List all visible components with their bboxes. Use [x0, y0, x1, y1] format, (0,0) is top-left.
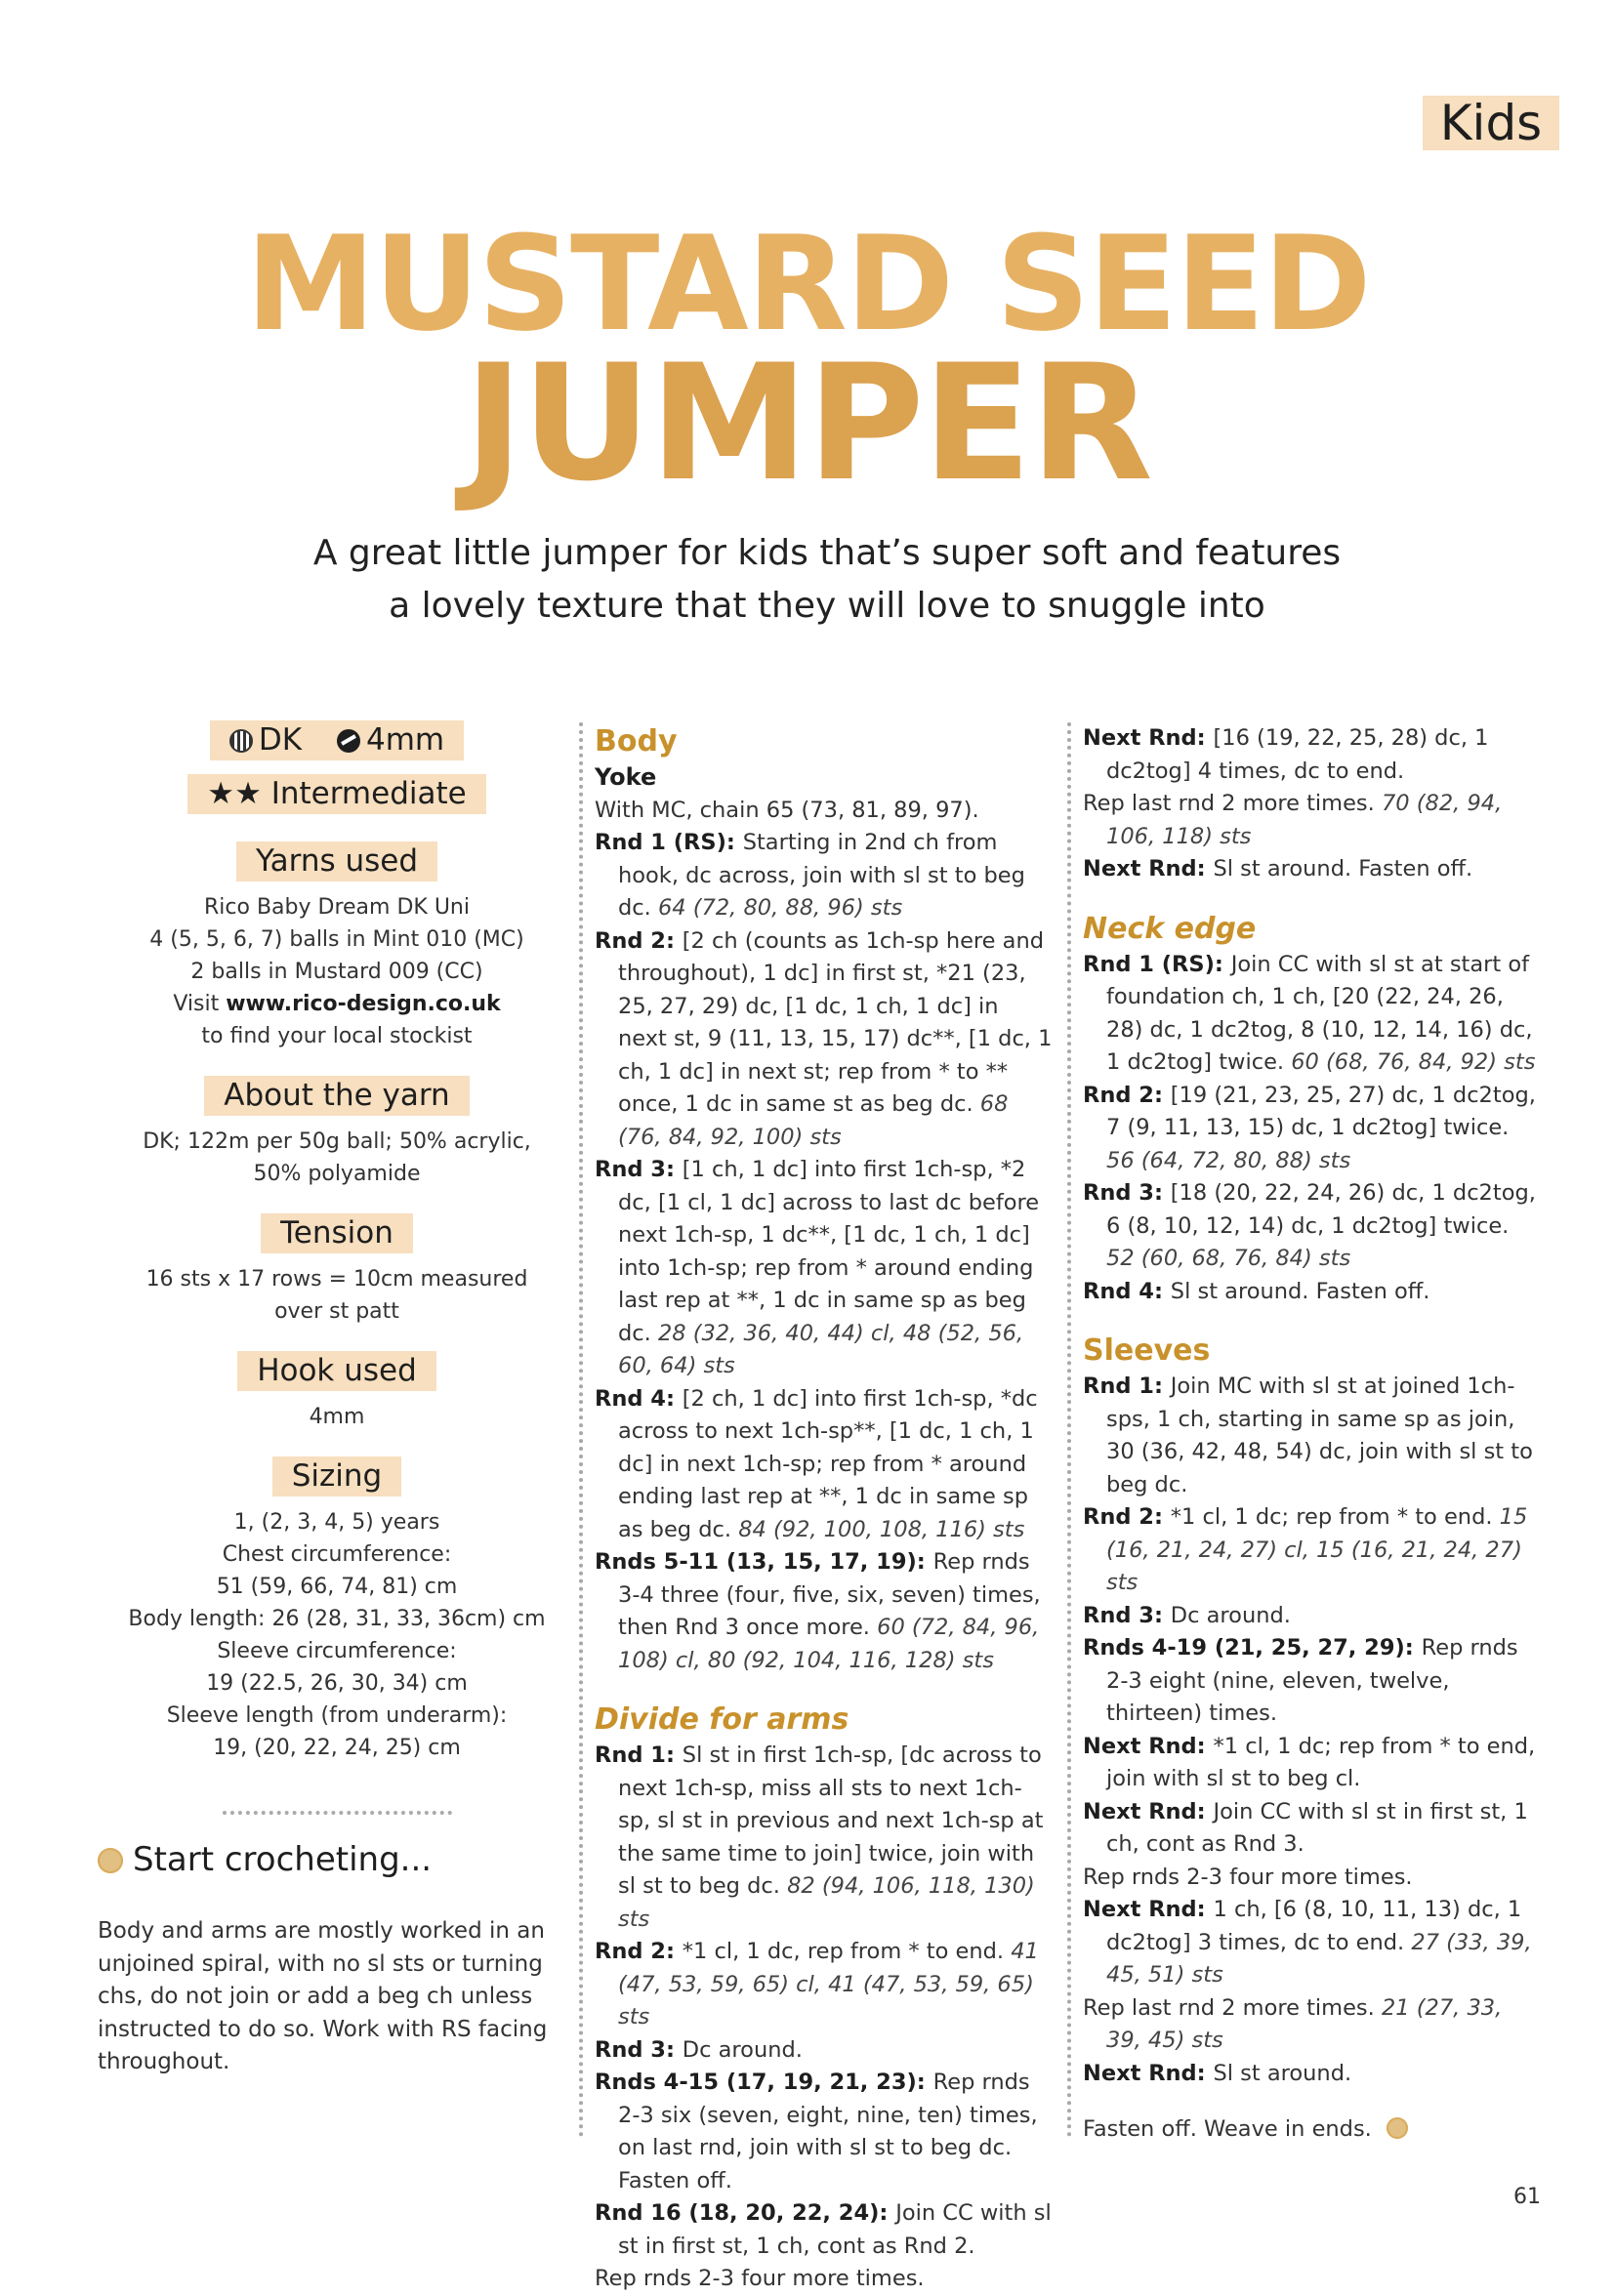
row-label: Rnd 3: [1083, 1180, 1171, 1206]
yarns-line: 4 (5, 5, 6, 7) balls in Mint 010 (MC) [149, 927, 524, 952]
pattern-row [595, 1546, 1054, 1677]
pattern-row [1083, 1894, 1542, 1992]
row-label: Rnd 1: [595, 1742, 683, 1768]
row-label: Rnd 2: [595, 1939, 683, 1964]
row-text: [2 ch (counts as 1ch-sp here and throughout), 1 dc] in first st, *21 (23, 25, 27, 29) dc, [1 dc, 1 ch, 1 dc] in next st, 9 (11, 13, 15, 17) dc**, [1 dc, 1 ch, 1 dc] in next st; rep from * to ** once, 1 dc in same st as beg dc. [618, 927, 1053, 1117]
row-text: Sl st around. [1213, 2060, 1352, 2086]
row-count: 70 (82, 94, 106, 118) sts [1106, 791, 1503, 849]
row-count: 60 (68, 76, 84, 92) sts [1291, 1049, 1536, 1075]
row-text: [16 (19, 22, 25, 28) dc, 1 dc2tog] 4 times, dc to end. [1106, 725, 1489, 784]
row-label: Rnd 3: [595, 1157, 683, 1182]
sizing-line: 19 (22.5, 26, 30, 34) cm [206, 1671, 468, 1696]
pattern-row [1083, 853, 1542, 886]
row-text: Rep rnds 2-3 four more times. [595, 2266, 925, 2291]
row-label: Rnd 3: [595, 2036, 683, 2063]
tension-line: 16 sts x 17 rows = 10cm measured [145, 1267, 528, 1292]
row-text: Join MC with sl st at joined 1ch-sps, 1 ch, starting in same sp as join, 30 (36, 42, 48, 54) dc, join with sl st to beg dc. [1106, 1374, 1533, 1497]
row-label: Rnds 4-19 (21, 25, 27, 29): [1083, 1635, 1422, 1660]
row-text: [18 (20, 22, 24, 26) dc, 1 dc2tog, 6 (8, 10, 12, 14) dc, 1 dc2tog] twice. [1106, 1180, 1536, 1239]
yarns-line: Rico Baby Dream DK Uni [204, 895, 470, 920]
column-divider [579, 722, 583, 2138]
pattern-row [1083, 1992, 1542, 2058]
row-label: Rnd 4: [595, 1385, 683, 1412]
row-label: Rnd 2: [1083, 1504, 1171, 1530]
section-tag: Kids [1423, 96, 1559, 150]
body-heading: Body [595, 724, 678, 758]
about-heading: About the yarn [204, 1076, 469, 1116]
pattern-row [595, 1154, 1054, 1383]
row-label: Next Rnd: [1083, 856, 1214, 882]
row-text: Join CC with sl st in first st, 1 ch, cont as Rnd 2. [618, 2200, 1052, 2259]
row-label: Next Rnd: [1083, 1798, 1214, 1824]
row-count: 15 (16, 21, 24, 27) cl, 15 (16, 21, 24, 27) sts [1106, 1504, 1528, 1595]
body-column [595, 722, 1054, 2296]
pattern-row [595, 2034, 1054, 2068]
pattern-row [595, 2263, 1054, 2296]
row-label: Rnd 1: [1083, 1374, 1171, 1399]
row-text: Rep rnds 2-3 six (seven, eight, nine, ten) times, on last rnd, join with sl st to beg dc. Fasten off. [618, 2070, 1038, 2194]
row-label: Next Rnd: [1083, 1897, 1214, 1922]
info-column [98, 720, 576, 2079]
hook-value: 4mm [309, 1405, 365, 1429]
row-text: Rep rnds 2-3 four more times. [1083, 1864, 1413, 1890]
pattern-row [595, 925, 1054, 1155]
sizing-line: Sleeve length (from underarm): [166, 1703, 508, 1728]
tension-line: over st patt [274, 1299, 399, 1324]
yarn-ball-icon [1387, 2117, 1408, 2139]
row-label: Rnds 5-11 (13, 15, 17, 19): [595, 1549, 933, 1575]
row-text: Dc around. [1170, 1602, 1291, 1628]
row-count: 64 (72, 80, 88, 96) sts [657, 895, 903, 921]
row-label: Next Rnd: [1083, 1733, 1214, 1759]
row-label: Rnd 2: [595, 927, 683, 954]
row-label: Rnds 4-15 (17, 19, 21, 23): [595, 2070, 933, 2095]
sizing-line: 51 (59, 66, 74, 81) cm [216, 1575, 458, 1599]
row-text: Rep rnds 2-3 eight (nine, eleven, twelve, thirteen) times. [1106, 1635, 1518, 1726]
row-text: Rep last rnd 2 more times. [1083, 1994, 1382, 2021]
pattern-row [1083, 1862, 1542, 1895]
row-count: 82 (94, 106, 118, 130) sts [618, 1873, 1035, 1932]
row-text: Starting in 2nd ch from hook, dc across, join with sl st to beg dc. [618, 830, 1025, 921]
row-count: 28 (32, 36, 40, 44) cl, 48 (52, 56, 60, 64) sts [618, 1320, 1024, 1378]
column-divider [1067, 722, 1071, 2138]
pattern-row [1083, 2058, 1542, 2091]
row-label: Rnd 3: [1083, 1602, 1171, 1628]
start-heading-text: Start crocheting... [133, 1840, 433, 1879]
dotted-divider [223, 1811, 452, 1815]
row-label: Rnd 4: [1083, 1278, 1171, 1304]
row-text: [19 (21, 23, 25, 27) dc, 1 dc2tog, 7 (9, 11, 13, 15) dc, 1 dc2tog] twice. [1106, 1082, 1536, 1140]
weight-hook-badges [98, 720, 576, 760]
row-text: Join CC with sl st at start of foundation ch, 1 ch, [20 (22, 24, 26, 28) dc, 1 dc2tog, 8 (10, 12, 14, 16) dc, 1 dc2tog] twice. [1106, 951, 1533, 1075]
visit-line [98, 988, 576, 1020]
pattern-row [595, 2197, 1054, 2263]
hook-heading: Hook used [237, 1351, 436, 1391]
visit-prefix: Visit [173, 992, 227, 1016]
title-line-2: JUMPER [464, 330, 1151, 516]
intro-line-1: A great little jumper for kids that’s super soft and features [312, 533, 1342, 573]
pattern-row [1083, 1177, 1542, 1276]
title-line-1: MUSTARD SEED [245, 208, 1370, 360]
sizing-line: Body length: 26 (28, 31, 33, 36cm) cm [128, 1607, 546, 1631]
website-link[interactable]: www.rico-design.co.uk [226, 992, 501, 1016]
row-text: Sl st around. Fasten off. [1213, 856, 1473, 882]
row-text: *1 cl, 1 dc, rep from * to end. [682, 1939, 1012, 1964]
hook-badge-label: 4mm [365, 722, 445, 758]
row-text: Sl st in first 1ch-sp, [dc across to next 1ch-sp, miss all sts to next 1ch-sp, sl st in previous and next 1ch-sp at the same time to join] twice, join with sl st to beg dc. [618, 1742, 1044, 1899]
pattern-row [1083, 722, 1542, 788]
row-count: 27 (33, 39, 45, 51) sts [1106, 1929, 1532, 1988]
row-text: *1 cl, 1 dc; rep from * to end, join with sl st to beg cl. [1106, 1733, 1536, 1791]
pattern-row [1083, 1080, 1542, 1178]
row-count: 68 (76, 84, 92, 100) sts [618, 1091, 1009, 1150]
row-count: 84 (92, 100, 108, 116) sts [738, 1516, 1025, 1542]
row-text: [1 ch, 1 dc] into first 1ch-sp, *2 dc, [1 cl, 1 dc] across to last dc before next 1ch-sp, 1 dc**, [1 dc, 1 ch, 1 dc] into 1ch-sp; rep from * around ending last rep at **, 1 dc in same sp as beg dc. [618, 1157, 1040, 1346]
row-text: 1 ch, [6 (8, 10, 11, 13) dc, 1 dc2tog] 3 times, dc to end. [1106, 1897, 1522, 1955]
row-label: Next Rnd: [1083, 725, 1214, 751]
row-label: Next Rnd: [1083, 2060, 1214, 2086]
row-label: Rnd 2: [1083, 1082, 1171, 1108]
yarn-ball-icon [98, 1848, 123, 1873]
intro-line-2: a lovely texture that they will love to snuggle into [389, 586, 1265, 626]
finish-text: Fasten off. Weave in ends. [1083, 2116, 1372, 2142]
start-paragraph: Body and arms are mostly worked in an unjoined spiral, with no sl sts or turning chs, do not join or add a beg ch unless instructed to do so. Work with RS facing throughout. [98, 1918, 548, 2074]
pattern-row [1083, 1276, 1542, 1309]
sizing-line: Sleeve circumference: [217, 1639, 457, 1663]
pattern-row [595, 2067, 1054, 2197]
sizing-line: 19, (20, 22, 24, 25) cm [213, 1736, 461, 1760]
row-label: Rnd 1 (RS): [1083, 951, 1231, 977]
row-label: Rnd 16 (18, 20, 22, 24): [595, 2200, 896, 2226]
yarns-line: 2 balls in Mustard 009 (CC) [190, 960, 483, 984]
pattern-row [1083, 788, 1542, 853]
pattern-row [1083, 1600, 1542, 1633]
weight-badge [210, 720, 464, 760]
pattern-row [1083, 949, 1542, 1080]
divide-heading: Divide for arms [595, 1702, 849, 1737]
row-count: 60 (72, 84, 96, 108) cl, 80 (92, 104, 116, 128) sts [618, 1615, 1040, 1673]
row-text: Sl st around. Fasten off. [1170, 1278, 1430, 1304]
sizing-line: Chest circumference: [222, 1542, 452, 1567]
tension-heading: Tension [261, 1213, 413, 1253]
sizing-line: 1, (2, 3, 4, 5) years [233, 1510, 440, 1535]
row-text: Dc around. [682, 2036, 803, 2063]
yarns-heading: Yarns used [236, 841, 437, 882]
row-text: *1 cl, 1 dc; rep from * to end. [1170, 1504, 1500, 1530]
sizing-heading: Sizing [272, 1456, 402, 1496]
pattern-row [595, 1740, 1054, 1936]
row-count: 41 (47, 53, 59, 65) cl, 41 (47, 53, 59, 65) sts [618, 1939, 1039, 2030]
row-count: 52 (60, 68, 76, 84) sts [1106, 1246, 1351, 1271]
pattern-row [595, 1936, 1054, 2034]
row-text: Rep rnds 3-4 three (four, five, six, seven) times, then Rnd 3 once more. [618, 1549, 1041, 1640]
page-number: 61 [1513, 2185, 1541, 2209]
row-text: Rep last rnd 2 more times. [1083, 791, 1382, 816]
start-heading [98, 1840, 576, 1879]
finish-line [1083, 2113, 1542, 2147]
intro [0, 527, 1615, 633]
row-text: [2 ch, 1 dc] into first 1ch-sp, *dc across to next 1ch-sp**, [1 dc, 1 ch, 1 dc] in next 1ch-sp; rep from * around ending last rep at **, 1 dc in same sp as beg dc. [618, 1385, 1038, 1542]
neck-heading: Neck edge [1083, 911, 1257, 946]
yoke-intro: With MC, chain 65 (73, 81, 89, 97). [595, 797, 979, 823]
weight-label: DK [258, 722, 303, 758]
pattern-row [1083, 1796, 1542, 1862]
row-text: Join CC with sl st in first st, 1 ch, cont as Rnd 3. [1106, 1798, 1528, 1857]
yoke-heading: Yoke [595, 763, 657, 791]
about-line: DK; 122m per 50g ball; 50% acrylic, [143, 1129, 531, 1154]
sleeves-heading: Sleeves [1083, 1333, 1211, 1368]
about-line: 50% polyamide [253, 1162, 421, 1186]
pattern-row [1083, 1501, 1542, 1600]
hook-icon [337, 729, 360, 753]
visit-suffix: to find your local stockist [201, 1024, 473, 1048]
pattern-row [1083, 1371, 1542, 1501]
row-count: 56 (64, 72, 80, 88) sts [1106, 1147, 1351, 1173]
pattern-row [595, 1383, 1054, 1547]
pattern-row [1083, 1632, 1542, 1731]
level-badge: ★★ Intermediate [187, 774, 485, 814]
row-count: 21 (27, 33, 39, 45) sts [1106, 1994, 1503, 2053]
pattern-row [595, 827, 1054, 925]
sleeves-column [1083, 722, 1542, 2147]
yarn-ball-icon [229, 729, 253, 753]
row-label: Rnd 1 (RS): [595, 830, 743, 855]
pattern-row [1083, 1731, 1542, 1796]
